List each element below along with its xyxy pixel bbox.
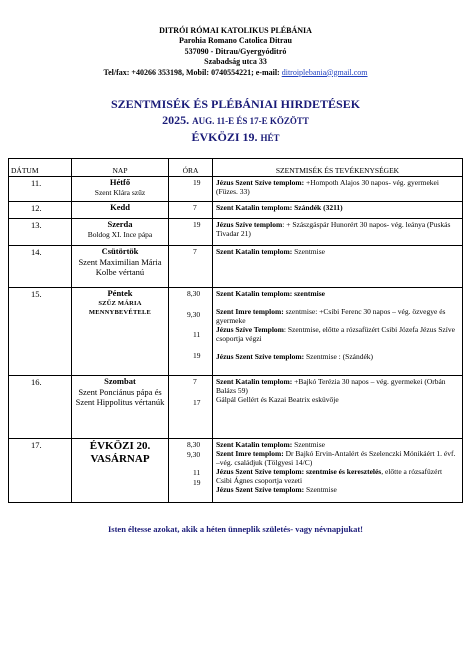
row-times: 7 <box>169 202 213 219</box>
row-events: Szent Katalin templom: Szándék (3211) <box>213 202 463 219</box>
row-events: Szent Katalin templom: Szentmise Szent Imre templom: Dr Bajkó Ervin-Antalért és Szelenczki Mónikáért 1. évf. –vég. családjuk (Tölgyesi 14/C) Jézus Szent Szíve templom: szentmise és keresztelés, előtte a rózsafüzért Csibi Ágnes csoportja vezeti Jézus Szent Szíve templom: Szentmise <box>213 439 463 503</box>
contact-phones: Tel/fax: +40266 353198, Mobil: 0740554221; e-mail: <box>103 67 282 77</box>
row-date: 13. <box>9 219 72 246</box>
liturgical-week: ÉVKÖZI 19. HÉT <box>191 130 280 144</box>
header-time: ÓRA <box>169 159 213 177</box>
date-range: 2025. AUG. 11-E ÉS 17-E KÖZÖTT <box>162 113 309 127</box>
row-events: Szent Katalin templom: szentmise Szent Imre templom: szentmise: +Csibi Ferenc 30 napos – vég. özvegye és gyermeke Jézus Szíve Templom: Szentmise, előtte a rózsafüzért Csibi Józefa Jézus Szíve csoportja végzi Jézus Szent Szíve templom: Szentmise : (Szándék) <box>213 288 463 376</box>
row-date: 14. <box>9 246 72 288</box>
schedule-table <box>8 158 463 503</box>
table-row <box>9 177 463 202</box>
table-row <box>9 376 463 439</box>
table-row <box>9 202 463 219</box>
table-row <box>9 219 463 246</box>
parish-header <box>0 26 471 78</box>
row-date: 12. <box>9 202 72 219</box>
row-day: Szerda Boldog XI. Ince pápa <box>72 219 169 246</box>
row-events: Szent Katalin templom: Szentmise <box>213 246 463 288</box>
row-times: 19 <box>169 177 213 202</box>
document-title: SZENTMISÉK ÉS PLÉBÁNIAI HIRDETÉSEK <box>110 97 361 111</box>
postal-address: 537090 - Ditrau/Gyergyóditró <box>184 46 287 56</box>
row-date: 15. <box>9 288 72 376</box>
header-date: DÁTUM <box>9 159 72 177</box>
document-titles <box>0 96 471 146</box>
birthday-greeting: Isten éltesse azokat, akik a héten ünneplik születés- vagy névnapjukat! <box>107 524 364 534</box>
row-date: 16. <box>9 376 72 439</box>
row-day: Csütörtök Szent Maximilian Mária Kolbe vértanú <box>72 246 169 288</box>
table-row <box>9 439 463 503</box>
row-day: Hétfő Szent Klára szűz <box>72 177 169 202</box>
row-date: 11. <box>9 177 72 202</box>
email-link[interactable]: ditroiplebania@gmail.com <box>281 67 368 77</box>
table-header-row <box>9 159 463 177</box>
header-day: NAP <box>72 159 169 177</box>
table-row <box>9 288 463 376</box>
row-events: Szent Katalin templom: +Bajkó Terézia 30 napos – vég. gyermekei (Orbán Balázs 59) Gálpál Gellért és Kazai Beatrix esküvője <box>213 376 463 439</box>
row-times: 8,30 9,30 11 19 <box>169 439 213 503</box>
row-day: Péntek SZŰZ MÁRIA MENNYBEVÉTELE <box>72 288 169 376</box>
row-day: Kedd <box>72 202 169 219</box>
row-day: Szombat Szent Ponciánus pápa és Szent Hippolitus vértanúk <box>72 376 169 439</box>
parish-name-ro: Parohia Romano Catolica Ditrau <box>179 36 292 46</box>
row-times: 19 <box>169 219 213 246</box>
row-times: 7 17 <box>169 376 213 439</box>
parish-name: DITRÓI RÓMAI KATOLIKUS PLÉBÁNIA <box>159 26 312 35</box>
row-events: Jézus Szent Szíve templom: +Hompoth Alajos 30 napos- vég. gyermekei (Füzes. 33) <box>213 177 463 202</box>
table-row <box>9 246 463 288</box>
street-address: Szabadság utca 33 <box>204 57 267 67</box>
row-times: 8,30 9,30 11 19 <box>169 288 213 376</box>
row-events: Jézus Szíve templom: + Szászgáspár Hunorért 30 napos- vég. leánya (Puskás Tivadar 21) <box>213 219 463 246</box>
row-date: 17. <box>9 439 72 503</box>
header-events: SZENTMISÉK ÉS TEVÉKENYSÉGEK <box>213 159 463 177</box>
contact-line <box>0 68 471 78</box>
row-day: ÉVKÖZI 20. VASÁRNAP <box>72 439 169 503</box>
row-times: 7 <box>169 246 213 288</box>
